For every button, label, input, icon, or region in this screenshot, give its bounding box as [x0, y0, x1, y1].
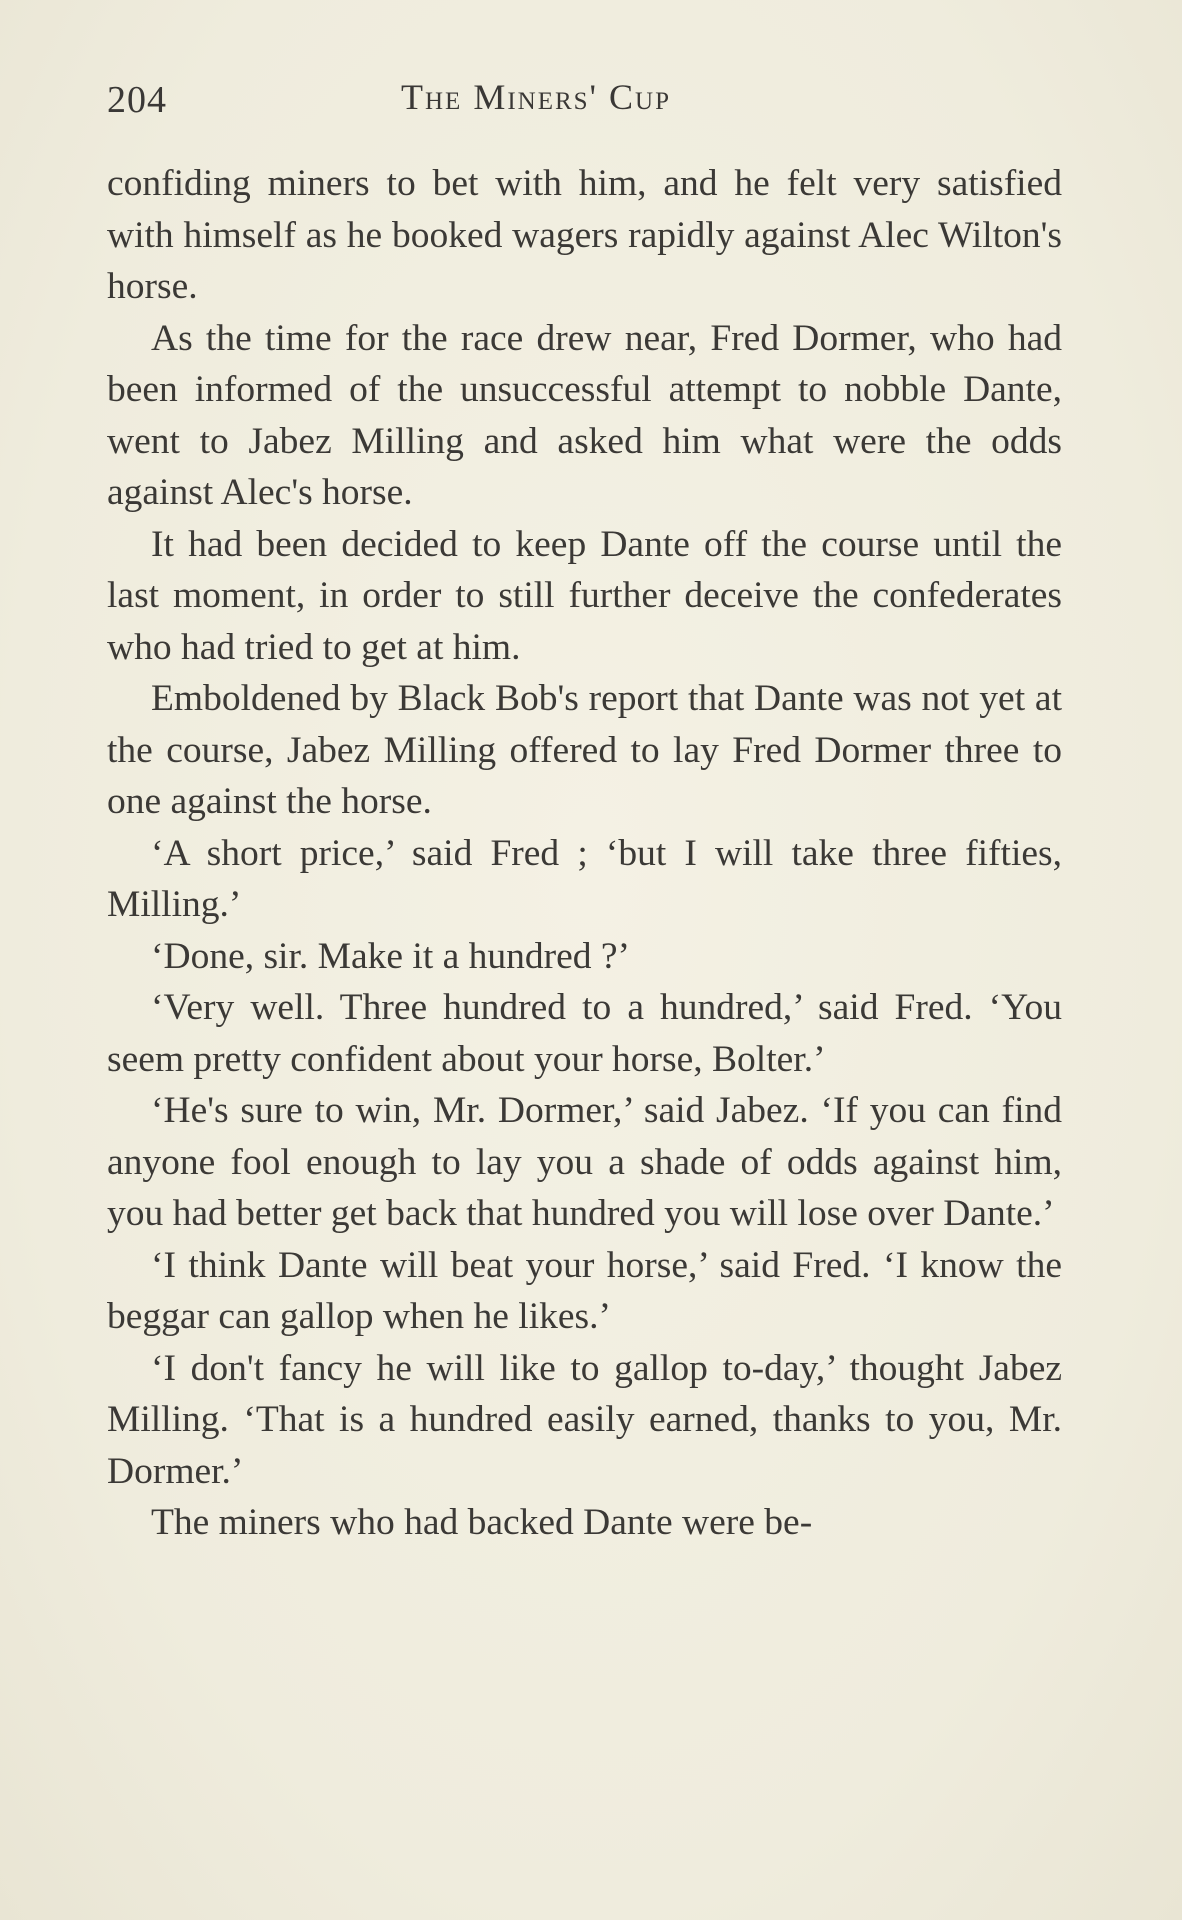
paragraph: Emboldened by Black Bob's report that Dante was not yet at the course, Jabez Milling offered to lay Fred Dormer three to one against the horse.	[107, 678, 1062, 822]
paragraph: The miners who had backed Dante were be-	[151, 1502, 813, 1543]
body-text	[107, 158, 1062, 1549]
paragraph: ‘I don't fancy he will like to gallop to-day,’ thought Jabez Milling. ‘That is a hundred easily earned, thanks to you, Mr. Dormer.’	[107, 1347, 1062, 1492]
running-title: The Miners' Cup	[401, 77, 672, 117]
running-head	[107, 72, 1062, 132]
paragraph: ‘A short price,’ said Fred ; ‘but I will take three fifties, Milling.’	[107, 832, 1062, 925]
paragraph: ‘He's sure to win, Mr. Dormer,’ said Jabez. ‘If you can find anyone fool enough to lay you a shade of odds against him, you had better get back that hundred you will lose over Dante.’	[107, 1090, 1062, 1234]
paragraph: ‘I think Dante will beat your horse,’ said Fred. ‘I know the beggar can gallop when he likes.’	[107, 1244, 1062, 1337]
paragraph: ‘Done, sir. Make it a hundred ?’	[151, 935, 631, 977]
paragraph: As the time for the race drew near, Fred Dormer, who had been informed of the unsuccessful attempt to nobble Dante, went to Jabez Milling and asked him what were the odds against Alec's horse.	[107, 317, 1062, 513]
paragraph: confiding miners to bet with him, and he felt very satisfied with himself as he booked wagers rapidly against Alec Wilton's horse.	[107, 163, 1062, 307]
paragraph: It had been decided to keep Dante off the course until the last moment, in order to still further deceive the confederates who had tried to get at him.	[107, 523, 1062, 668]
paragraph: ‘Very well. Three hundred to a hundred,’ said Fred. ‘You seem pretty confident about your horse, Bolter.’	[107, 987, 1062, 1080]
page-number: 204	[107, 79, 167, 121]
